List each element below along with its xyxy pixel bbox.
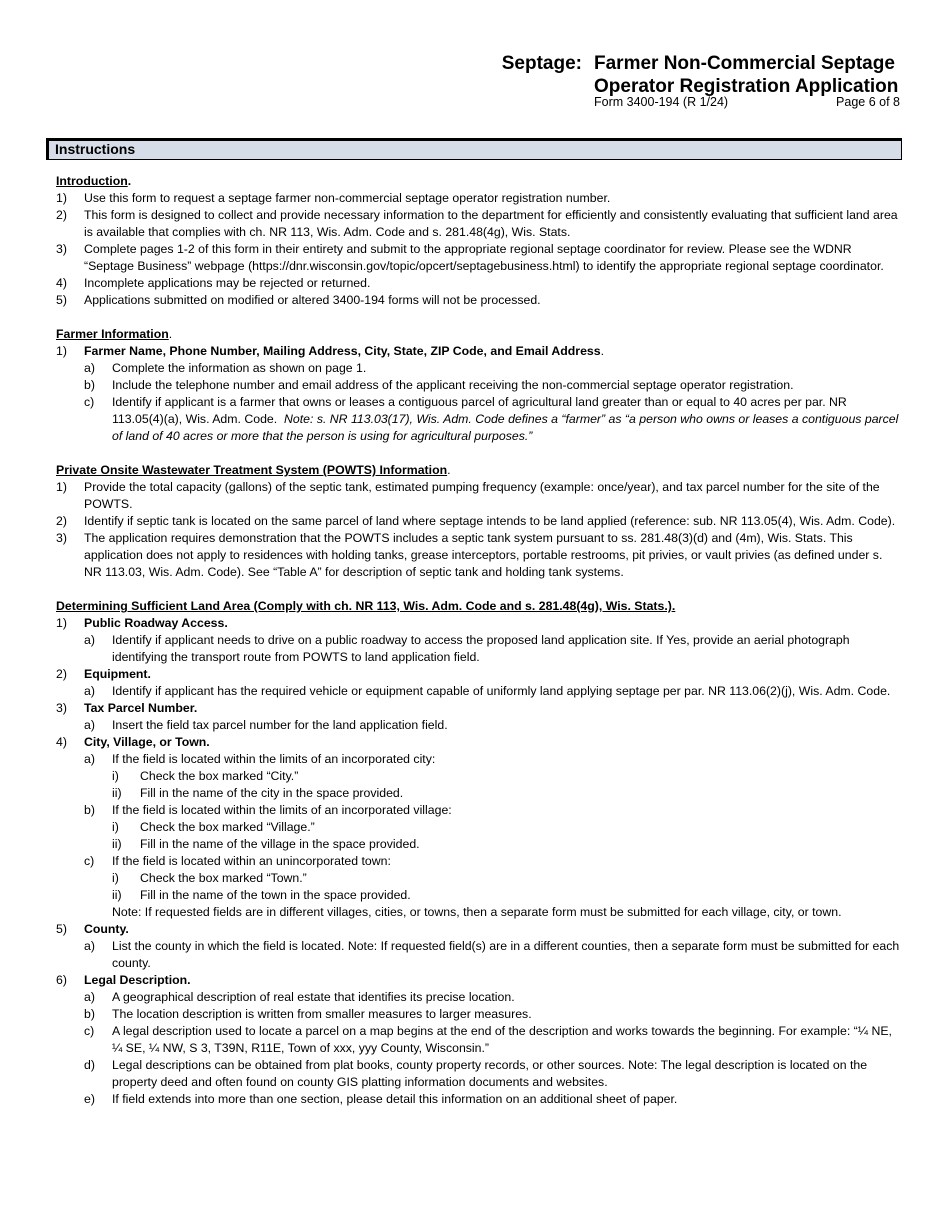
list-item: a) A geographical description of real estate that identifies its precise location. <box>84 990 515 1004</box>
list-item: 2) Equipment. <box>56 667 151 681</box>
list-item: 6) Legal Description. <box>56 973 191 987</box>
list-item: a) Insert the field tax parcel number for the land application field. <box>84 718 448 732</box>
list-item: i) Check the box marked “Town.” <box>112 871 307 885</box>
list-item: c) If the field is located within an unincorporated town: <box>84 854 391 868</box>
list-item: 1) Use this form to request a septage farmer non-commercial septage operator registration number. <box>56 191 611 205</box>
list-item: 2) This form is designed to collect and provide necessary information to the department for efficiently and consistently evaluating that sufficient land area is available that complies with ch. NR 113, Wis. Adm. Code and s. 281.48(4g), Wis. Stats. <box>56 208 898 239</box>
list-item: b) If the field is located within the limits of an incorporated village: <box>84 803 452 817</box>
form-title-line1: Farmer Non-Commercial Septage <box>594 53 895 74</box>
farmer-heading: Farmer Information. <box>56 327 173 341</box>
farmer-note: Note: s. NR 113.03(17), Wis. Adm. Code defines a “farmer” as “a person who owns or leases a contiguous parcel of land of 40 acres or more that the person is using for agricultural purposes.” <box>112 412 899 443</box>
form-title-line2: Operator Registration Application <box>594 76 899 97</box>
list-item: 5) County. <box>56 922 129 936</box>
list-item: a) List the county in which the field is located. Note: If requested field(s) are in a different counties, then a separate form must be submitted for each county. <box>84 939 900 970</box>
list-item: ii) Fill in the name of the town in the space provided. <box>112 888 411 902</box>
section-title: Instructions <box>55 141 136 157</box>
list-item: a) Identify if applicant needs to drive on a public roadway to access the proposed land application site. If Yes, provide an aerial photograph identifying the transport route from POWTS to land application field. <box>84 633 850 664</box>
list-item: 3) Tax Parcel Number. <box>56 701 198 715</box>
list-item: c) A legal description used to locate a parcel on a map begins at the end of the description and works towards the beginning. For example: “¼ NE, ¼ SE, ¼ NW, S 3, T39N, R11E, Town of xxx, yyy County, Wisconsin.” <box>84 1024 892 1055</box>
list-item: e) If field extends into more than one section, please detail this information on an additional sheet of paper. <box>84 1092 678 1106</box>
instructions-body <box>56 173 901 1108</box>
powts-heading: Private Onsite Wastewater Treatment System (POWTS) Information. <box>56 463 451 477</box>
list-item: b) Include the telephone number and email address of the applicant receiving the non-commercial septage operator registration. <box>84 378 794 392</box>
list-item: a) Complete the information as shown on page 1. <box>84 361 367 375</box>
list-item: i) Check the box marked “Village.” <box>112 820 315 834</box>
list-item: ii) Fill in the name of the city in the space provided. <box>112 786 404 800</box>
list-item: 3) The application requires demonstration that the POWTS includes a septic tank system pursuant to ss. 281.48(3)(d) and (4m), Wis. Stats. This application does not apply to residences with holding tanks, grease interceptors, portable restrooms, pit privies, or vault privies (as defined under s. NR 113.03, Wis. Adm. Code). See “Table A” for description of septic tank and holding tank systems. <box>56 531 883 579</box>
list-item: 4) Incomplete applications may be rejected or returned. <box>56 276 371 290</box>
list-item: b) The location description is written from smaller measures to larger measures. <box>84 1007 532 1021</box>
section-bar <box>46 138 902 160</box>
form-header <box>0 52 900 98</box>
town-note: Note: If requested fields are in different villages, cities, or towns, then a separate form must be submitted for each village, city, or town. <box>112 905 842 919</box>
list-item: ii) Fill in the name of the village in the space provided. <box>112 837 420 851</box>
list-item: c) Identify if applicant is a farmer that owns or leases a contiguous parcel of agricultural land greater than or equal to 40 acres per par. NR 113.05(4)(a), Wis. Adm. Code. Note: s. NR 113.03(17), Wis. Adm. Code defines a “farmer” as “a person who owns or leases a contiguous parcel of land of 40 acres or more that the person is using for agricultural purposes.” <box>84 395 899 443</box>
list-item: a) If the field is located within the limits of an incorporated city: <box>84 752 436 766</box>
list-item: 2) Identify if septic tank is located on the same parcel of land where septage intends to be land applied (reference: sub. NR 113.05(4), Wis. Adm. Code). <box>56 514 896 528</box>
form-number: Form 3400-194 (R 1/24) <box>594 95 729 109</box>
list-item: 5) Applications submitted on modified or altered 3400-194 forms will not be processed. <box>56 293 541 307</box>
land-heading: Determining Sufficient Land Area (Comply with ch. NR 113, Wis. Adm. Code and s. 281.48(4g), Wis. Stats.). <box>56 599 676 613</box>
intro-heading: Introduction. <box>56 174 132 188</box>
list-item: 4) City, Village, or Town. <box>56 735 210 749</box>
intro-list <box>56 190 901 309</box>
form-meta <box>594 95 900 109</box>
list-item: 1) Farmer Name, Phone Number, Mailing Address, City, State, ZIP Code, and Email Address . <box>56 344 605 358</box>
list-item: 1) Public Roadway Access. <box>56 616 228 630</box>
header-label: Septage: <box>501 53 582 74</box>
page-number: Page 6 of 8 <box>836 95 900 109</box>
list-item: d) Legal descriptions can be obtained from plat books, county property records, or other sources. Note: The legal description is located on the property deed and often found on county GIS platting information documents and websites. <box>84 1058 868 1089</box>
list-item: 1) Provide the total capacity (gallons) of the septic tank, estimated pumping frequency (example: once/year), and tax parcel number for the site of the POWTS. <box>56 480 880 511</box>
list-item: a) Identify if applicant has the required vehicle or equipment capable of uniformly land applying septage per par. NR 113.06(2)(j), Wis. Adm. Code. <box>84 684 891 698</box>
list-item: 3) Complete pages 1-2 of this form in their entirety and submit to the appropriate regional septage coordinator for review. Please see the WDNR “Septage Business” webpage (https://dnr.wisconsin.gov/topic/opcert/septagebusiness.html) to identify the appropriate regional septage coordinator. <box>56 242 884 273</box>
list-item: i) Check the box marked “City.” <box>112 769 299 783</box>
